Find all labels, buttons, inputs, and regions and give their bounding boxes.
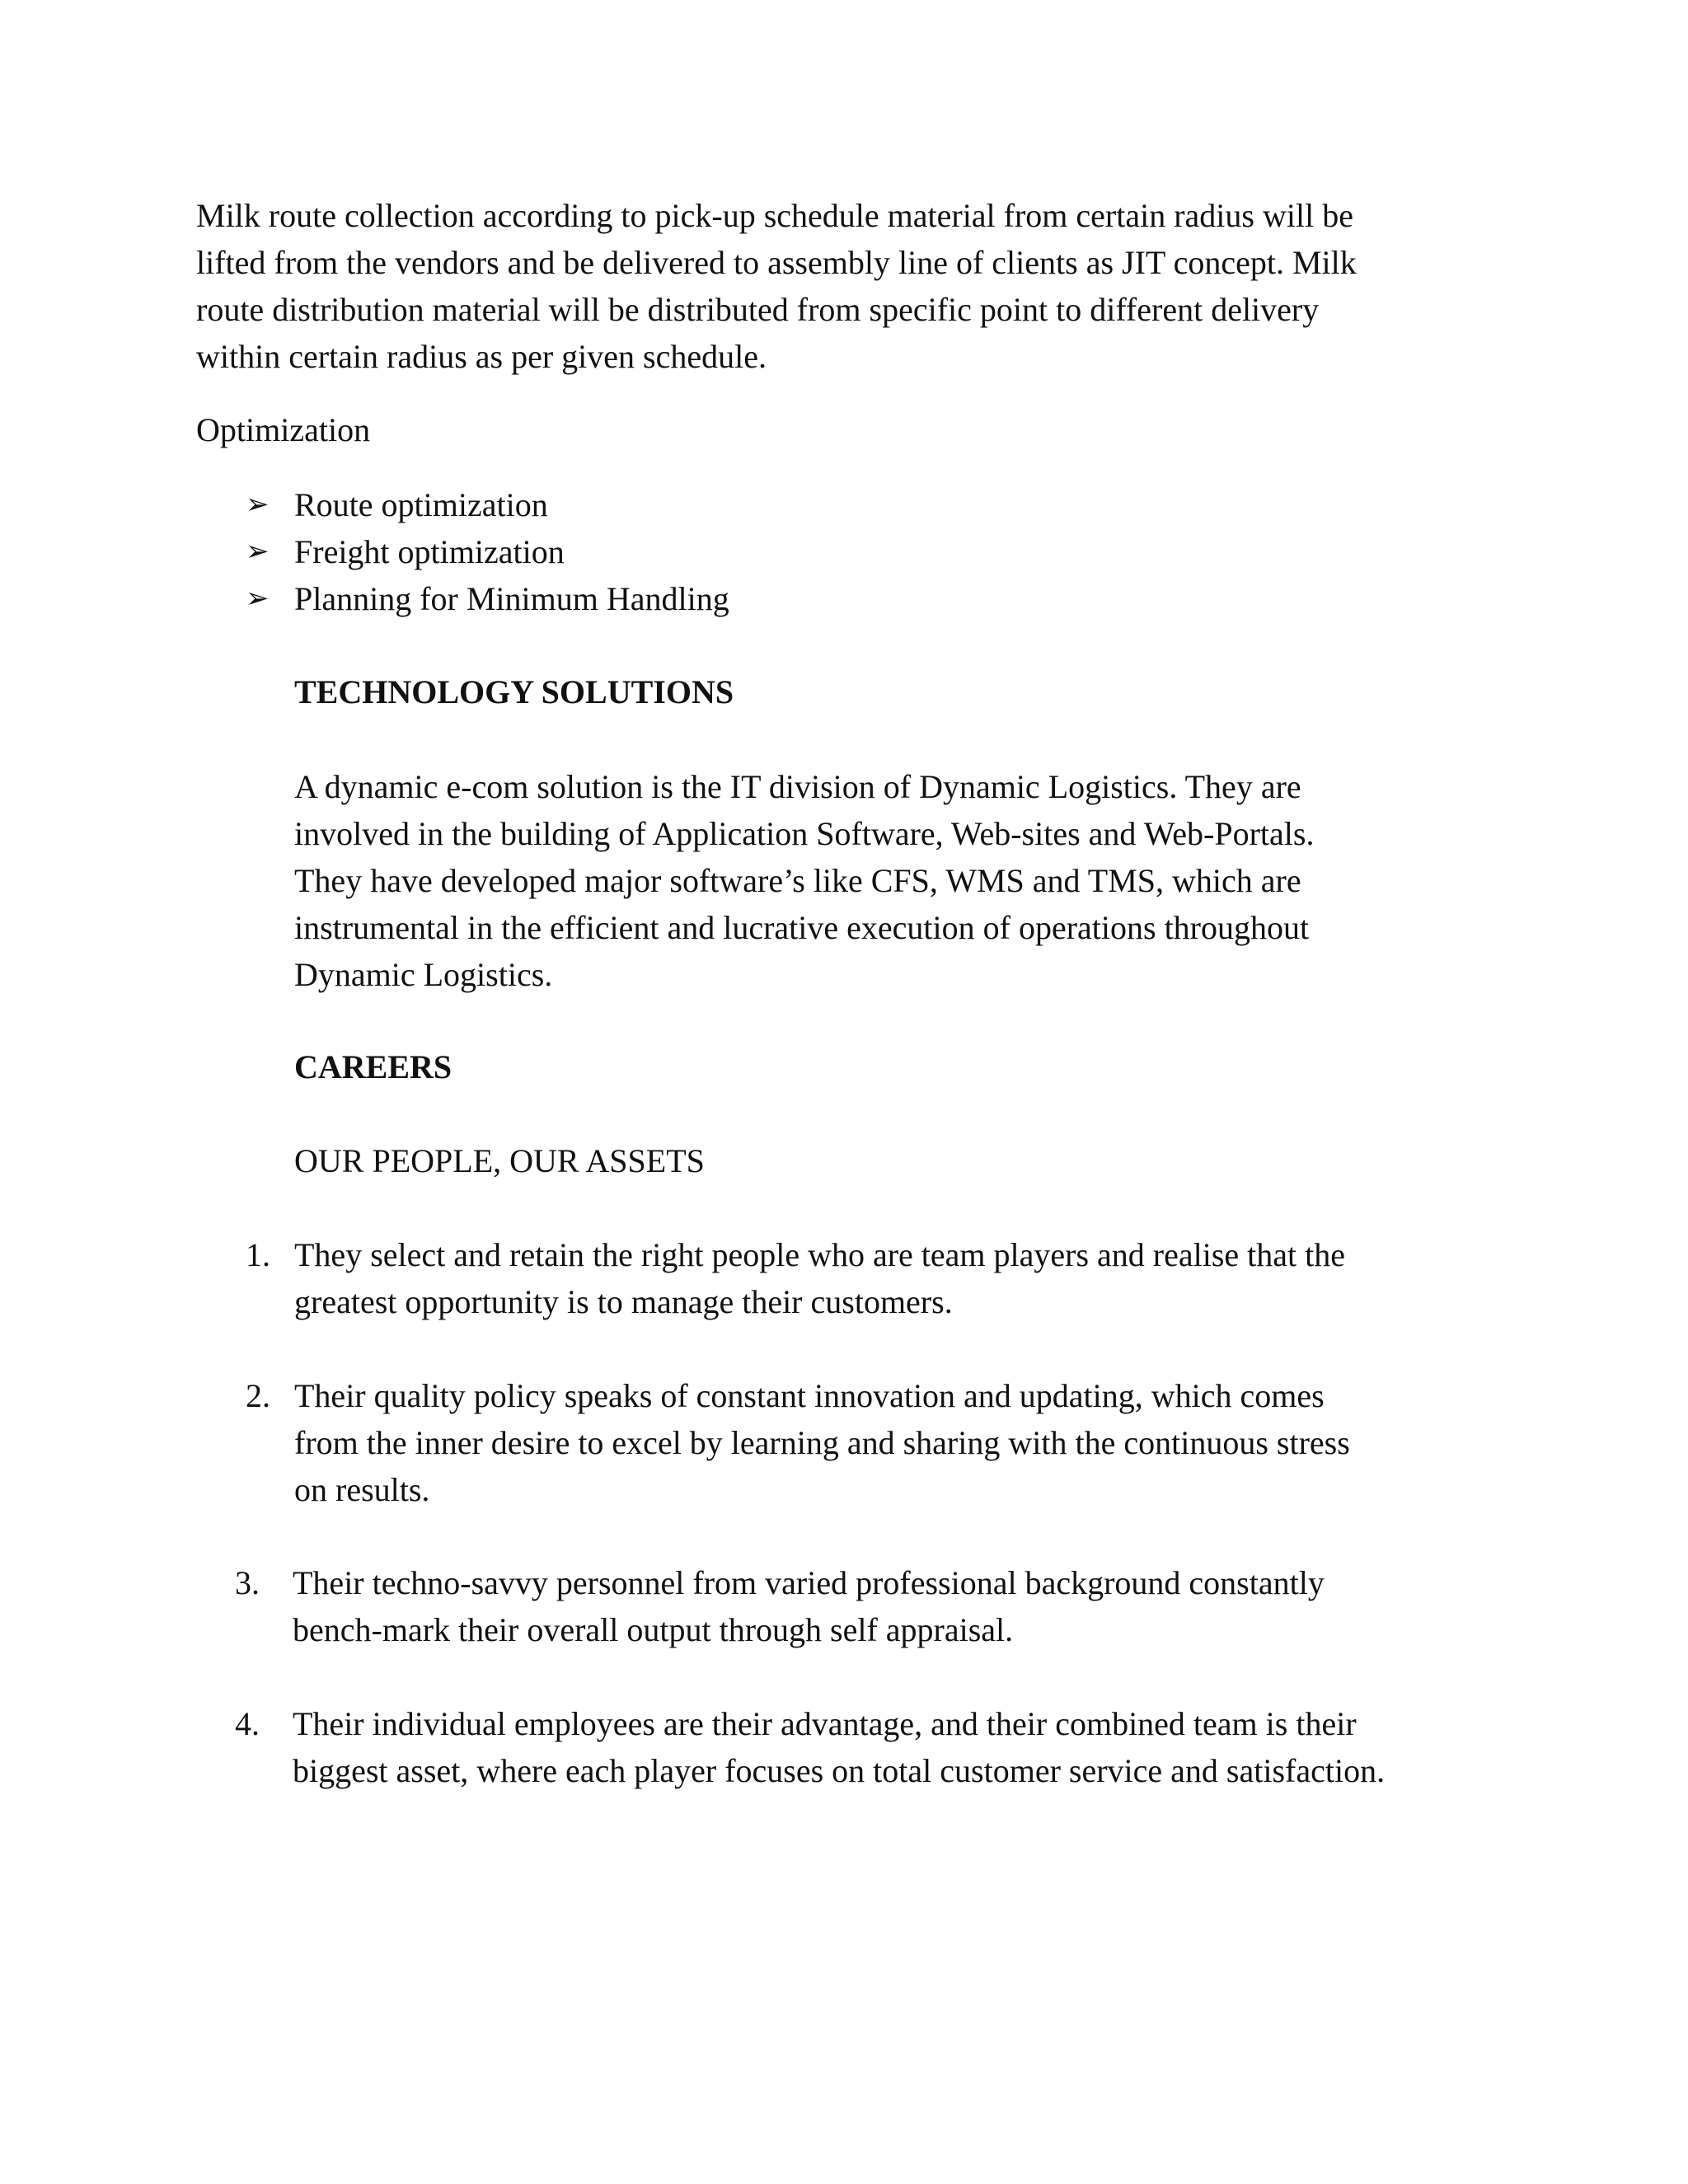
list-number: 3. [235, 1564, 260, 1601]
technology-line: instrumental in the efficient and lucrative execution of operations throughout [294, 909, 1310, 946]
optimization-list [246, 481, 729, 622]
intro-line: within certain radius as per given schedule. [196, 338, 767, 375]
list-item-line: They select and retain the right people who are team players and realise that the [294, 1236, 1346, 1273]
list-item-line: from the inner desire to excel by learning and sharing with the continuous stress [294, 1424, 1350, 1461]
list-item-line: bench-mark their overall output through self appraisal. [293, 1611, 1014, 1648]
intro-line: route distribution material will be distributed from specific point to different delivery [196, 291, 1320, 328]
list-item-line: Their techno-savvy personnel from varied professional background constantly [293, 1564, 1325, 1601]
technology-line: They have developed major software’s like CFS, WMS and TMS, which are [294, 862, 1301, 899]
intro-paragraph [196, 192, 1482, 380]
technology-solutions-heading: TECHNOLOGY SOLUTIONS [294, 673, 734, 710]
technology-line: involved in the building of Application Software, Web-sites and Web-Portals. [294, 815, 1315, 852]
list-number: 2. [246, 1377, 270, 1414]
arrow-bullet-icon: ➢ [246, 535, 270, 568]
list-item-line: biggest asset, where each player focuses on total customer service and satisfaction. [293, 1752, 1386, 1789]
list-item-label: Route optimization [294, 486, 548, 523]
list-item-label: Planning for Minimum Handling [294, 580, 729, 617]
list-item-line: Their quality policy speaks of constant innovation and updating, which comes [294, 1377, 1325, 1414]
technology-paragraph [294, 763, 1531, 998]
careers-heading: CAREERS [294, 1048, 452, 1085]
list-item-text [293, 1559, 1325, 1653]
list-item-line: Their individual employees are their advantage, and their combined team is their [293, 1705, 1357, 1742]
optimization-heading: Optimization [196, 411, 371, 448]
list-item-text [294, 1372, 1350, 1513]
list-item [246, 528, 729, 575]
list-item [246, 481, 729, 528]
technology-line: Dynamic Logistics. [294, 956, 553, 993]
list-item-line: on results. [294, 1471, 430, 1508]
list-number: 1. [246, 1236, 270, 1273]
arrow-bullet-icon: ➢ [246, 582, 270, 615]
list-item-text [293, 1700, 1385, 1794]
list-item-text [294, 1231, 1345, 1325]
arrow-bullet-icon: ➢ [246, 488, 270, 521]
list-item-line: greatest opportunity is to manage their customers. [294, 1283, 953, 1320]
intro-line: Milk route collection according to pick-up schedule material from certain radius will be [196, 197, 1353, 234]
technology-line: A dynamic e-com solution is the IT division of Dynamic Logistics. They are [294, 768, 1301, 805]
intro-line: lifted from the vendors and be delivered to assembly line of clients as JIT concept. Milk [196, 244, 1357, 281]
list-item [246, 575, 729, 622]
careers-subtitle: OUR PEOPLE, OUR ASSETS [294, 1142, 705, 1179]
list-item-label: Freight optimization [294, 533, 565, 570]
list-number: 4. [235, 1705, 260, 1742]
